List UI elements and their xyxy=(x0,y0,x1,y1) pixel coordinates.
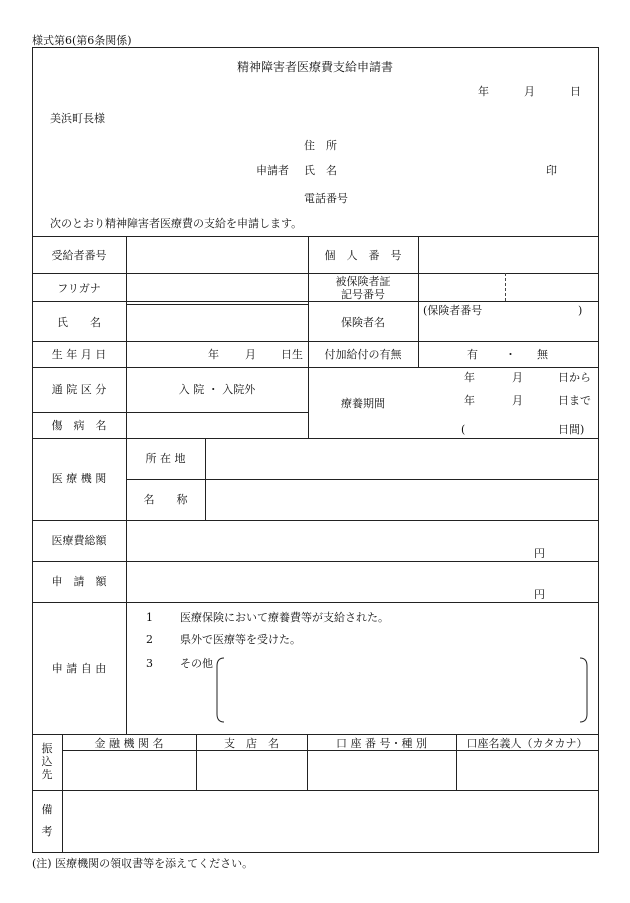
remarks-label-char: 考 xyxy=(41,825,53,838)
recipient-number-label: 受給者番号 xyxy=(51,249,107,262)
birthdate-label: 生 年 月 日 xyxy=(51,348,107,361)
period-from-month: 月 xyxy=(512,371,523,384)
branch-name-header: 支 店 名 xyxy=(224,737,279,750)
disease-name-label: 傷 病 名 xyxy=(51,419,107,432)
bank-label-char: 振 xyxy=(41,742,53,755)
application-reason-label: 申 請 自 由 xyxy=(51,662,107,675)
remarks-label-char: 備 xyxy=(41,803,53,816)
insurer-name-label: 保険者名 xyxy=(341,316,385,329)
name-label: 氏 名 xyxy=(57,316,101,329)
personal-number-label: 個 人 番 号 xyxy=(324,249,402,262)
birth-month-label: 月 xyxy=(245,348,256,361)
additional-yes-option[interactable]: 有 xyxy=(467,348,478,361)
period-from-year: 年 xyxy=(464,371,475,384)
insurer-number-open: (保険者番号 xyxy=(423,304,483,317)
form-title: 精神障害者医療費支給申請書 xyxy=(236,60,393,74)
medical-institution-label: 医 療 機 関 xyxy=(51,472,107,485)
reason-text: その他 xyxy=(180,657,213,670)
address-label: 住 所 xyxy=(304,139,337,152)
bank-label-char: 先 xyxy=(41,768,53,781)
reason-number: 1 xyxy=(146,611,153,624)
period-from-day: 日から xyxy=(558,371,591,384)
claim-amount-yen: 円 xyxy=(534,588,545,601)
period-to-day: 日まで xyxy=(558,394,591,407)
account-number-header: 口 座 番 号・種 別 xyxy=(336,737,427,750)
total-cost-yen: 円 xyxy=(534,547,545,560)
visit-type-options[interactable]: 入 院 ・ 入院外 xyxy=(178,383,256,396)
bank-name-header: 金 融 機 関 名 xyxy=(94,737,164,750)
additional-benefit-label: 付加給付の有無 xyxy=(324,348,402,361)
additional-no-option[interactable]: 無 xyxy=(537,348,548,361)
reason-number: 3 xyxy=(146,657,153,670)
claim-amount-label: 申 請 額 xyxy=(51,575,107,588)
reason-number: 2 xyxy=(146,633,153,646)
birth-year-label: 年 xyxy=(208,348,219,361)
account-holder-header: 口座名義人（カタカナ） xyxy=(466,737,588,750)
date-month-label: 月 xyxy=(524,85,535,98)
period-days-label: 日間) xyxy=(558,423,585,436)
visit-type-label: 通 院 区 分 xyxy=(51,383,107,396)
application-statement: 次のとおり精神障害者医療費の支給を申請します。 xyxy=(50,217,303,230)
insured-card-label: 被保険者証 xyxy=(335,275,391,288)
other-reason-brackets[interactable] xyxy=(214,656,590,724)
reason-text: 県外で医療等を受けた。 xyxy=(180,633,301,646)
institution-location-label: 所 在 地 xyxy=(145,452,186,465)
period-to-month: 月 xyxy=(512,394,523,407)
bank-label-char: 込 xyxy=(41,755,53,768)
form-reference: 様式第6(第6条関係) xyxy=(32,34,132,47)
furigana-label: フリガナ xyxy=(57,282,101,295)
addressee: 美浜町長様 xyxy=(50,112,105,125)
additional-separator: ・ xyxy=(505,348,516,361)
period-days-open: ( xyxy=(461,423,466,436)
applicant-name-label: 氏 名 xyxy=(304,164,337,177)
insurer-number-close: ) xyxy=(578,304,583,317)
date-year-label: 年 xyxy=(478,85,489,98)
period-to-year: 年 xyxy=(464,394,475,407)
applicant-role-label: 申請者 xyxy=(256,164,289,177)
total-cost-label: 医療費総額 xyxy=(51,534,107,547)
treatment-period-label: 療養期間 xyxy=(341,397,385,410)
date-day-label: 日 xyxy=(570,85,581,98)
seal-mark: 印 xyxy=(546,164,557,177)
phone-label: 電話番号 xyxy=(304,192,348,205)
birth-day-label: 日生 xyxy=(281,348,303,361)
reason-text: 医療保険において療養費等が支給された。 xyxy=(180,611,389,624)
card-symbol-number-label: 記号番号 xyxy=(341,288,385,301)
institution-name-label: 名 称 xyxy=(143,493,188,506)
footer-note: (注) 医療機関の領収書等を添えてください。 xyxy=(32,857,254,870)
